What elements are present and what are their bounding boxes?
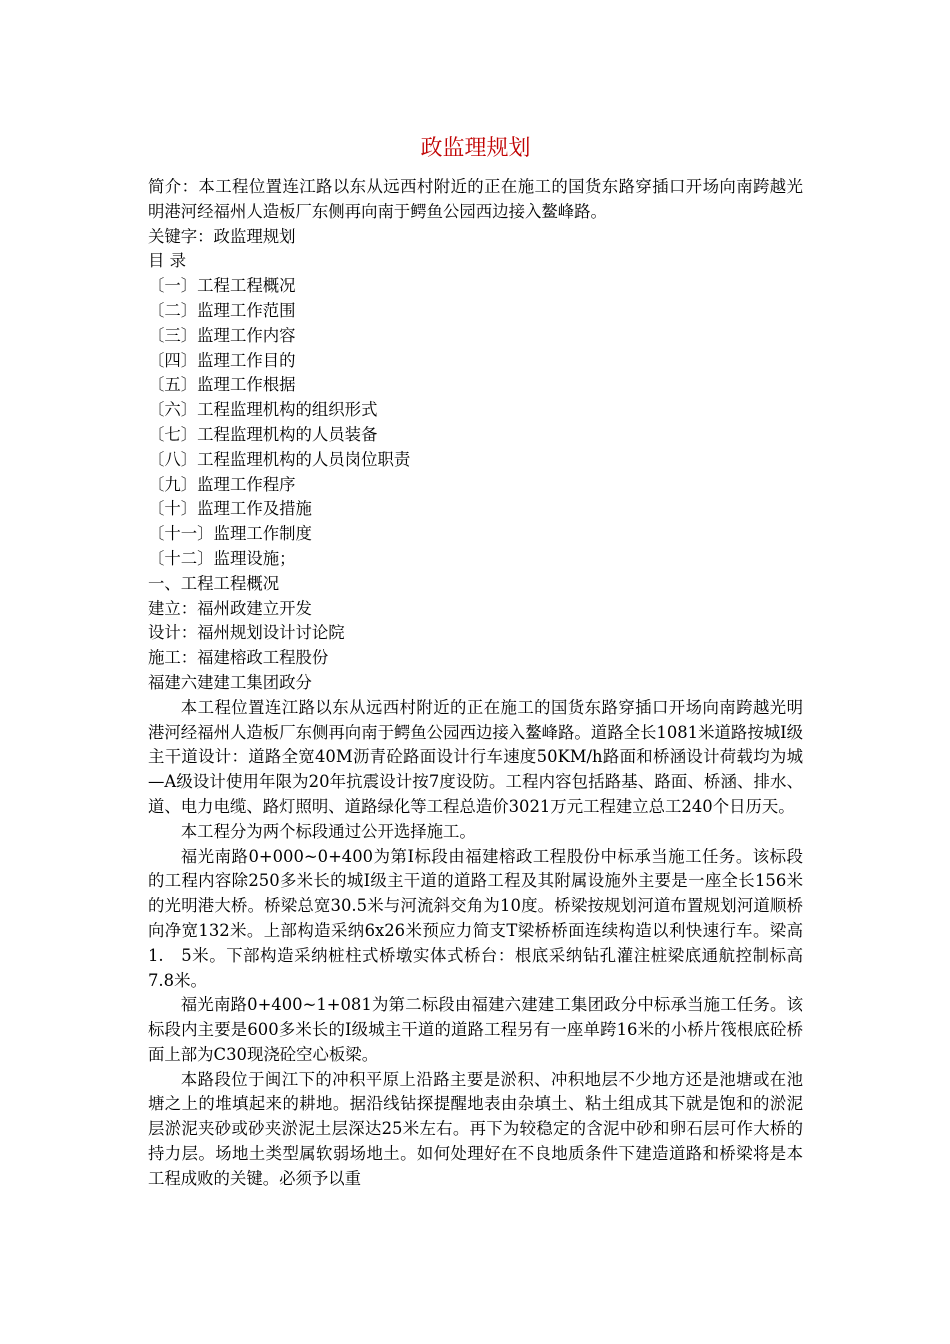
builder-line-2: 福建六建建工集团政分 (148, 672, 312, 692)
toc-item: 〔八〕工程监理机构的人员岗位职责 (148, 449, 411, 469)
toc-item: 〔七〕工程监理机构的人员装备 (148, 424, 378, 444)
toc-item: 〔十二〕监理设施； (148, 548, 296, 568)
document-title: 政监理规划 (420, 136, 531, 161)
intro-text: 简介：本工程位置连江路以东从远西村附近的正在施工的国货东路穿插口开场向南跨越光明港河经福州人造板厂东侧再向南于鳄鱼公园西边接入鳌峰路。 (148, 177, 803, 221)
section-heading: 一、工程工程概况 (148, 573, 280, 593)
body-paragraph: 福光南路0+000~0+400为第Ⅰ标段由福建榕政工程股份中标承当施工任务。该标段的工程内容除250多米长的城Ⅰ级主干道的道路工程及其附属设施外主要是一座全长156米的光明港大桥。桥梁总宽30.5米与河流斜交角为10度。桥梁按规划河道布置规划河道顺桥向净宽132米。上部构造采纳6x26米预应力简支T梁桥桥面连续构造以利快速行车。梁高1. 5米。下部构造采纳桩柱式桥墩实体式桥台：根底采纳钻孔灌注桩梁底通航控制标高7.8米。 (148, 846, 803, 990)
toc-item: 〔十一〕监理工作制度 (148, 524, 312, 544)
body-paragraph: 本路段位于闽江下的冲积平原上沿路主要是淤积、冲积地层不少地方还是池塘或在池塘之上的堆填起来的耕地。据沿线钻探提醒地表由杂填土、粘土组成其下就是饱和的淤泥层淤泥夹砂或砂夹淤泥土层深达25米左右。再下为较稳定的含泥中砂和卵石层可作大桥的持力层。场地土类型属软弱场地土。如何处理好在不良地质条件下建造道路和桥梁将是本工程成败的关键。必须予以重 (148, 1069, 803, 1188)
builder-line: 施工：福建榕政工程股份 (148, 648, 329, 668)
document-body (148, 175, 803, 1192)
toc-item: 〔二〕监理工作范围 (148, 300, 296, 320)
toc-item: 〔三〕监理工作内容 (148, 325, 296, 345)
toc-item: 〔四〕监理工作目的 (148, 350, 296, 370)
toc-heading: 目 录 (148, 251, 186, 271)
toc-item: 〔五〕监理工作根据 (148, 375, 296, 395)
toc-item: 〔六〕工程监理机构的组织形式 (148, 400, 378, 420)
designer-line: 设计：福州规划设计讨论院 (148, 623, 345, 643)
owner-line: 建立：福州政建立开发 (148, 598, 312, 618)
body-paragraph: 本工程位置连江路以东从远西村附近的正在施工的国货东路穿插口开场向南跨越光明港河经福州人造板厂东侧再向南于鳄鱼公园西边接入鳌峰路。道路全长1081米道路按城Ⅰ级主干道设计：道路全宽40M沥青砼路面设计行车速度50KM/h路面和桥涵设计荷载均为城—A级设计使用年限为20年抗震设计按7度设防。工程内容包括路基、路面、桥涵、排水、道、电力电缆、路灯照明、道路绿化等工程总造价3021万元工程建立总工240个日历天。 (148, 697, 803, 816)
body-paragraph: 福光南路0+400~1+081为第二标段由福建六建建工集团政分中标承当施工任务。该标段内主要是600多米长的Ⅰ级城主干道的道路工程另有一座单跨16米的小桥片筏根底砼桥面上部为C30现浇砼空心板梁。 (148, 995, 803, 1064)
toc-item: 〔九〕监理工作程序 (148, 474, 296, 494)
keywords-text: 关键字：政监理规划 (148, 226, 296, 246)
body-paragraph: 本工程分为两个标段通过公开选择施工。 (180, 821, 476, 841)
toc-item: 〔一〕工程工程概况 (148, 276, 296, 296)
toc-item: 〔十〕监理工作及措施 (148, 499, 312, 519)
